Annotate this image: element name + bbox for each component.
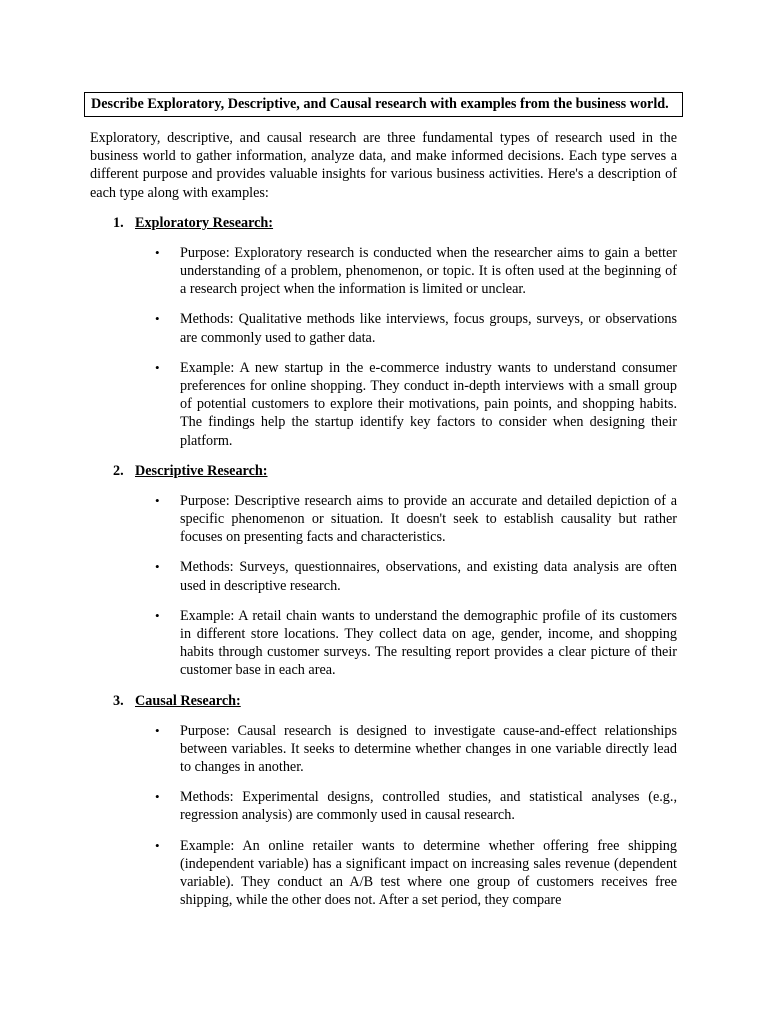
bullet-list: [90, 722, 677, 910]
question-box: Describe Exploratory, Descriptive, and Causal research with examples from the business world.: [84, 92, 683, 117]
list-item: [90, 244, 677, 299]
section-number: 1.: [113, 214, 124, 231]
bullet-text: Methods: Surveys, questionnaires, observations, and existing data analysis are often used in descriptive research.: [180, 559, 677, 594]
bullet-icon: •: [155, 789, 160, 805]
section-descriptive: [90, 462, 677, 680]
bullet-icon: •: [155, 244, 160, 260]
list-item: [90, 359, 677, 450]
bullet-icon: •: [155, 722, 160, 738]
bullet-text: Example: A new startup in the e-commerce industry wants to understand consumer preferences for online shopping. They conduct in-depth interviews with a small group of potential customers to explore their motivations, pain points, and shopping habits. The findings help the startup identify key factors to consider when designing their platform.: [180, 359, 677, 449]
section-title: Causal Research:: [135, 692, 241, 709]
section-heading: [113, 462, 677, 480]
bullet-icon: •: [155, 837, 160, 853]
bullet-text: Methods: Qualitative methods like interviews, focus groups, surveys, or observations are commonly used to gather data.: [180, 311, 677, 346]
section-number: 2.: [113, 462, 124, 479]
list-item: [90, 788, 677, 824]
section-number: 3.: [113, 692, 124, 709]
bullet-icon: •: [155, 311, 160, 327]
bullet-list: [90, 244, 677, 450]
bullet-text: Purpose: Descriptive research aims to provide an accurate and detailed depiction of a specific phenomenon or situation. It doesn't seek to establish causality but rather focuses on presenting facts and characteristics.: [180, 492, 677, 546]
section-heading: [113, 214, 677, 232]
bullet-icon: •: [155, 559, 160, 575]
document-page: [90, 92, 677, 910]
bullet-text: Methods: Experimental designs, controlled studies, and statistical analyses (e.g., regression analysis) are commonly used in causal research.: [180, 789, 677, 824]
list-item: [90, 492, 677, 547]
list-item: [90, 558, 677, 594]
bullet-text: Purpose: Causal research is designed to investigate cause-and-effect relationships between variables. It seeks to determine whether changes in one variable directly lead to changes in another.: [180, 722, 677, 776]
bullet-text: Example: A retail chain wants to understand the demographic profile of its customers in different store locations. They collect data on age, gender, income, and shopping habits through customer surveys. The resulting report provides a clear picture of their customer base in each area.: [180, 607, 677, 679]
list-item: [90, 722, 677, 777]
section-heading: [113, 692, 677, 710]
list-item: [90, 837, 677, 910]
section-title: Exploratory Research:: [135, 214, 274, 231]
bullet-icon: •: [155, 492, 160, 508]
section-title: Descriptive Research:: [135, 462, 268, 479]
bullet-text: Purpose: Exploratory research is conducted when the researcher aims to gain a better understanding of a problem, phenomenon, or topic. It is often used at the beginning of a research project when the information is limited or unclear.: [180, 244, 677, 298]
list-item: [90, 607, 677, 680]
list-item: [90, 310, 677, 346]
bullet-text: Example: An online retailer wants to determine whether offering free shipping (independent variable) has a significant impact on increasing sales revenue (dependent variable). They conduct an A/B test where one group of customers receives free shipping, while the other does not. After a set period, they compare: [180, 837, 677, 909]
intro-paragraph: Exploratory, descriptive, and causal research are three fundamental types of research used in the business world to gather information, analyze data, and make informed decisions. Each type serves a different purpose and provides valuable insights for various business activities. Here's a description of each type along with examples:: [90, 130, 677, 201]
section-causal: [90, 692, 677, 910]
bullet-icon: •: [155, 359, 160, 375]
section-exploratory: [90, 214, 677, 450]
bullet-list: [90, 492, 677, 680]
bullet-icon: •: [155, 607, 160, 623]
